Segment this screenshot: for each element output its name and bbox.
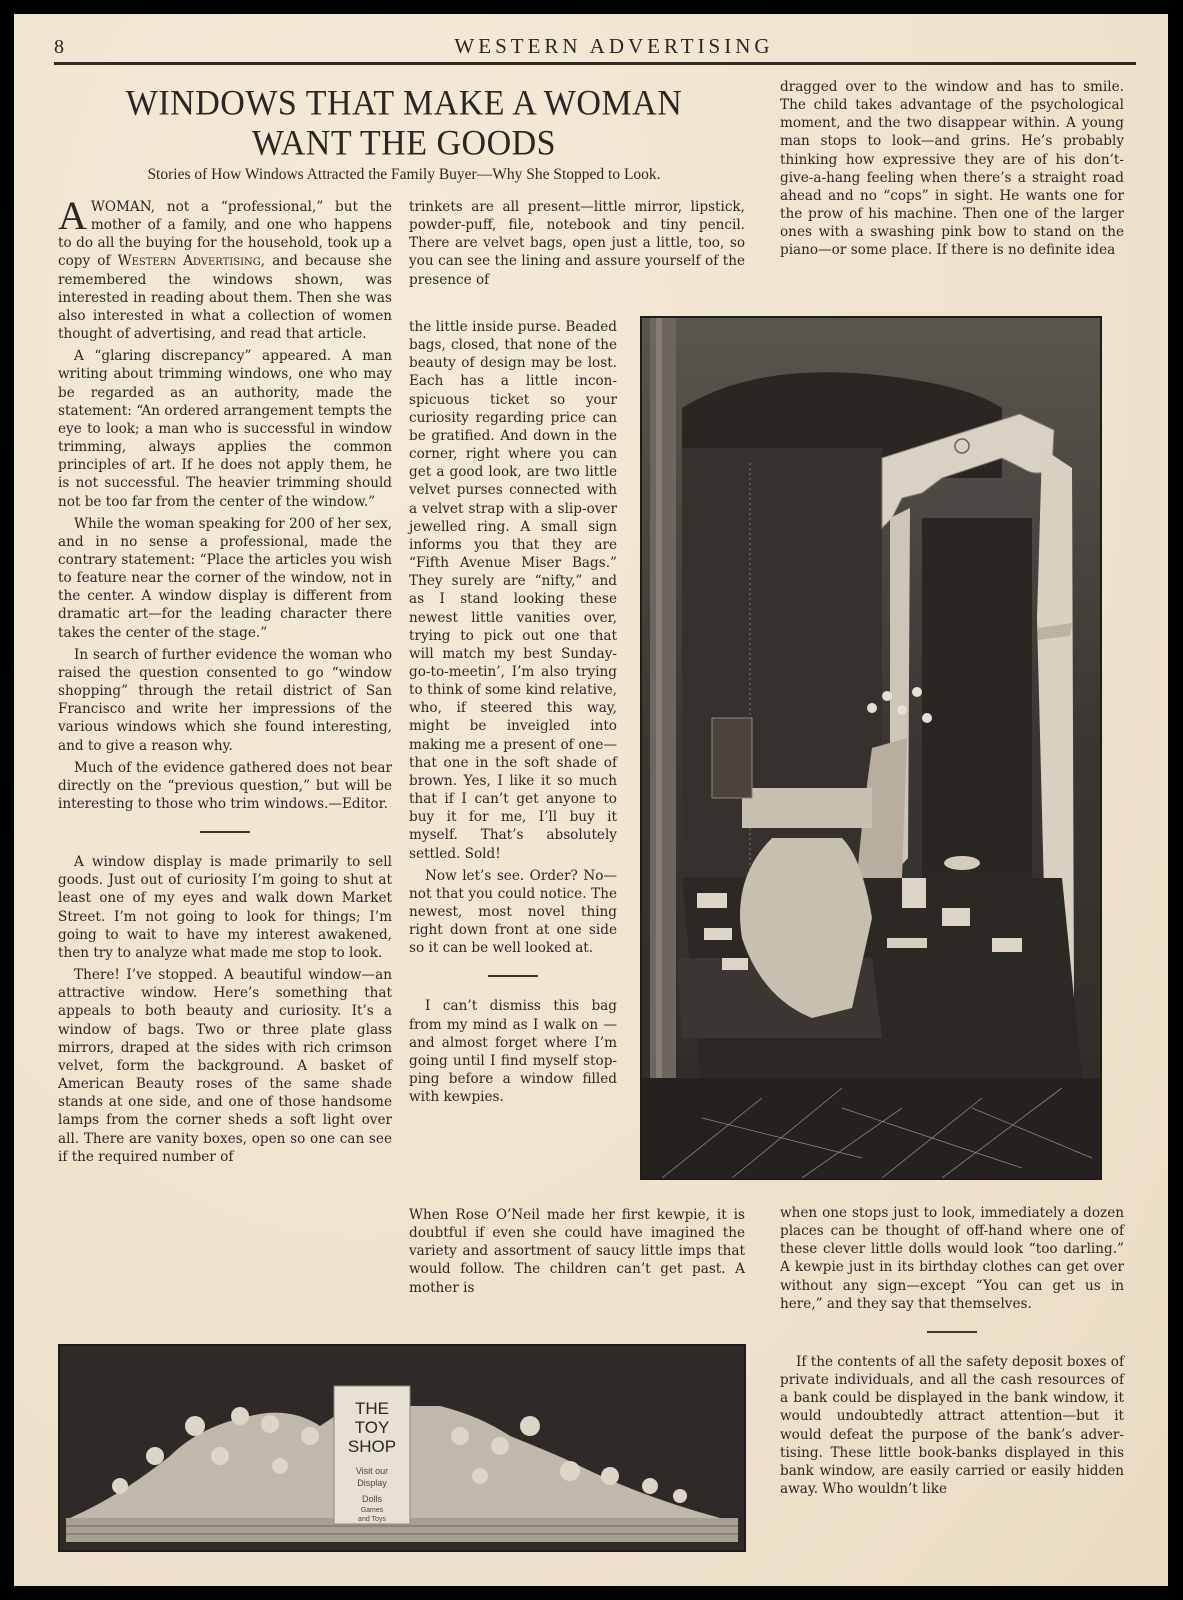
toy-shop-sign-line-8: and Toys: [358, 1516, 386, 1523]
kewpies-paragraph-wide: When Rose O’Neil made her first kewpie, it is doubtful if even she could have imagined the variety and assortment of saucy little imps that would follow. The children can’t get past. A mother is: [409, 1207, 745, 1296]
toy-shop-sign-line-6: Dolls: [361, 1494, 383, 1504]
intro-paragraph-3: While the woman speaking for 200 of her sex, and in no sense a professional, made the contrary statement: “Place the articles you wish to feature near the corner of the window, not in the center. A window display is different from dramatic art—for the leading character there takes the center of the stage.”: [58, 515, 392, 641]
headline-line-1: WINDOWS THAT MAKE A WOMAN: [125, 84, 683, 123]
bags-paragraph-2: There! I’ve stopped. A beautiful window—an attractive window. Here’s something that appeals to both beauty and curiosity. It’s a window of bags. Two or three plate glass mirrors, draped at the sides with rich crimson velvet, form the background. A basket of American Beauty roses of the same shade stands at one side, and one of those handsome lamps from the corner sheds a soft light over all. There are vanity boxes, open so one can see if the required number of: [58, 967, 392, 1165]
headline-line-2: WANT THE GOODS: [251, 124, 557, 163]
bags-paragraph-3: Now let’s see. Order? No—not that you could notice. The newest, most novel thing right down front at one side so it can be well looked at.: [409, 867, 617, 957]
magazine-page: [14, 14, 1168, 1586]
kewpies-paragraph-col3-bottom: when one stops just to look, immediately a dozen places can be thought of off-hand where one of these clever little dolls would look “too darling.” A kewpie just in its birthday clothes can get over without any sign—except “You can get us in here,” and they say that themselves.: [780, 1205, 1124, 1312]
publication-name: Western Advertising: [117, 253, 261, 270]
column-3-top: [780, 78, 1124, 264]
column-2-narrow: [409, 318, 617, 1110]
bags-paragraph-1: A window display is made primarily to sell goods. Just out of curiosity I’m going to shut at least one of my eyes and walk down Market Street. I’m not going to look for things; I’m going to wait to have my interest awakened, then try to analyze what made me stop to look.: [58, 854, 392, 961]
running-head: [54, 32, 1134, 66]
intro-paragraph-2: A “glaring discrepancy” appeared. A man writing about trimming windows, one who may be regarded as an authority, made the statement: “An ordered arrangement tempts the eye to look; a man who is successful in window trimming, always applies the common principles of art. If he does not apply them, he is not successful. The heavier trimming should not be too far from the center of the window.”: [58, 348, 392, 510]
bank-paragraph: If the contents of all the safety deposit boxes of private individuals, and all the cash resources of a bank could be displayed in the bank window, it would undoubtedly attract attention—but it would defeat the purpose of the bank’s advertising. These little book-banks displayed in this bank window, are easily carried or easily hidden away. Who wouldn’t like: [780, 1353, 1124, 1498]
column-3-bottom: [780, 1204, 1124, 1502]
article-deck: Stories of How Windows Attracted the Family Buyer—Why She Stopped to Look.: [147, 166, 661, 183]
toy-shop-sign-line-1: THE: [355, 1399, 389, 1418]
bags-paragraph-2-continued: trinkets are all present—little mirror, lipstick, powder-puff, file, notebook and tiny pencil. There are velvet bags, open just a little, too, so you can see the lining and assure yourself of the presence of: [409, 199, 745, 288]
kewpies-paragraph-narrow: I can’t dismiss this bag from my mind as I walk on — and almost forget where I’m going until I find myself stopping before a window filled with kewpies.: [409, 998, 617, 1106]
window-display-illustration: [642, 318, 1100, 1178]
column-2-bottom: [409, 1206, 745, 1301]
editor-note: Much of the evidence gathered does not bear directly on the “previous question,” but will be interesting to those who trim windows.—Editor.: [58, 759, 392, 812]
toy-shop-illustration: [60, 1346, 744, 1550]
column-1: [58, 193, 392, 1170]
page-number: 8: [54, 36, 64, 58]
kewpies-paragraph-col3: dragged over to the window and has to smile. The child takes advantage of the psychological moment, and the two disappear within. A young man stops to look—and grins. He’s probably thinking how expressive they are of his don’t-give-a-hang feeling when there’s a straight road ahead and no “cops” in sight. He wants one for the prow of his machine. Then one of the larger ones with a swashing pink bow to stand on the piano—or some place. If there is no definite idea: [780, 79, 1124, 259]
section-divider: [488, 975, 538, 977]
drop-cap: A: [58, 193, 87, 238]
intro-paragraph-1: AWOMAN, not a “professional,” but the mother of a family, and one who happens to do all the buying for the household, took up a copy of Western Advertising, and because she remembered the windows shown, was interested in reading about them. Then she was also interested in what a collection of women thought of advertising, and read that article.: [58, 193, 392, 343]
section-divider: [200, 831, 250, 833]
toy-shop-sign-line-4: Visit our: [355, 1466, 389, 1476]
bags-paragraph-2-narrow: the little inside purse. Beaded bags, closed, that none of the beauty of design may be lost. Each has a little inconspicuous ticket so your curiosity regarding price can be gratified. And down in the corner, right where you can get a good look, are two little velvet purses connected with a velvet strap with a slip-over jewelled ring. A small sign informs you that they are “Fifth Avenue Miser Bags.” They surely are “nifty,” and as I stand looking these newest little vanities over, trying to pick out one that will match my best Sunday-go-to-meetin’, I’m also trying to think of some kind relative, who, if steered this way, might be inveigled into making me a present of one—that one in the soft shade of brown. Yes, I like it so much that if I can’t get anyone to buy it for me, I’ll buy it myself. That’s absolutely settled. Sold!: [409, 319, 617, 862]
toy-shop-sign-line-5: Display: [357, 1478, 387, 1488]
article-headline: [54, 84, 754, 164]
toy-shop-sign-line-2: TOY: [354, 1418, 390, 1437]
toy-shop-sign-line-7: Games: [360, 1507, 384, 1514]
header-rule: [54, 62, 1136, 65]
toy-shop-photo: [58, 1344, 746, 1552]
column-2-top: [409, 198, 745, 293]
section-divider: [927, 1331, 977, 1333]
toy-shop-sign-line-3: SHOP: [347, 1437, 397, 1456]
journal-title: WESTERN ADVERTISING: [454, 34, 774, 58]
intro-paragraph-4: In search of further evidence the woman who raised the question consented to go “window shopping” through the retail district of San Francisco and write her impressions of the various windows which she found interesting, and to give a reason why.: [58, 646, 392, 754]
window-display-photo: [640, 316, 1102, 1180]
